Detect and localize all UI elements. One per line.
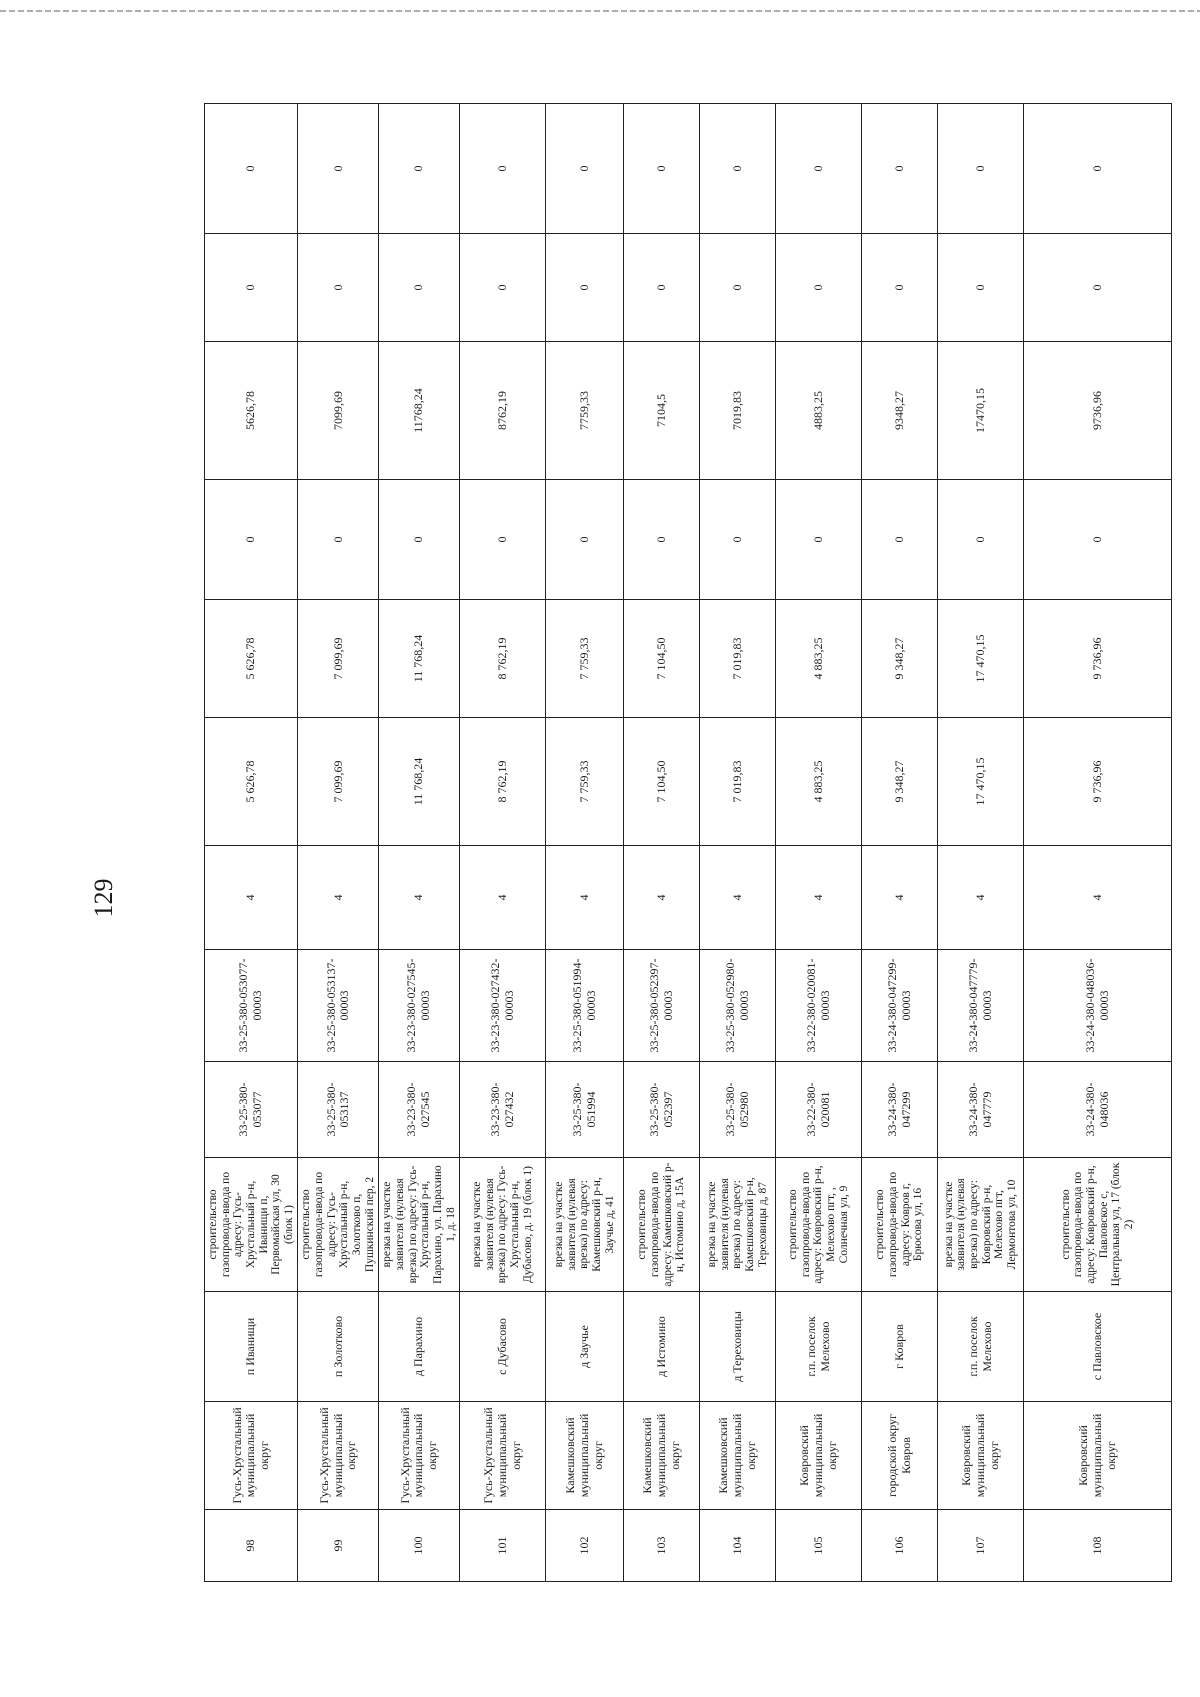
cost-total: 7 759,33 — [546, 718, 624, 846]
cost-planned: 11 768,24 — [379, 600, 460, 718]
cost-planned: 17 470,15 — [938, 600, 1024, 718]
work-description: врезка на участке заявителя (нулевая врезка) по адресу: Камешковский р-н, Заучье д, 41 — [546, 1158, 624, 1292]
cost-amount: 7099,69 — [298, 342, 379, 480]
row-number: 106 — [862, 1510, 938, 1582]
cost-zero-a: 0 — [298, 480, 379, 600]
row-number: 99 — [298, 1510, 379, 1582]
cost-amount: 7104,5 — [624, 342, 700, 480]
cost-zero-a: 0 — [379, 480, 460, 600]
row-number: 101 — [460, 1510, 546, 1582]
rotated-table-frame — [204, 104, 1168, 1582]
cost-zero-a: 0 — [624, 480, 700, 600]
category: 4 — [776, 846, 862, 950]
settlement: г Ковров — [862, 1292, 938, 1402]
cost-planned: 9 736,96 — [1024, 600, 1172, 718]
cost-amount: 7019,83 — [700, 342, 776, 480]
cost-zero-b: 0 — [938, 234, 1024, 342]
cadastral-number: 33-25-380-053137 — [298, 1062, 379, 1158]
cost-zero-b: 0 — [460, 234, 546, 342]
cost-zero-c: 0 — [379, 104, 460, 234]
category: 4 — [1024, 846, 1172, 950]
municipal-district: Камешковский муниципальный округ — [700, 1402, 776, 1510]
municipal-district: Камешковский муниципальный округ — [624, 1402, 700, 1510]
settlement: с Павловское — [1024, 1292, 1172, 1402]
table-row — [862, 104, 938, 1582]
table-row — [938, 104, 1024, 1582]
cadastral-number: 33-23-380-027432 — [460, 1062, 546, 1158]
cost-zero-a: 0 — [205, 480, 298, 600]
cost-planned: 4 883,25 — [776, 600, 862, 718]
cost-total: 7 104,50 — [624, 718, 700, 846]
work-description: врезка на участке заявителя (нулевая врезка) по адресу: Гусь-Хрустальный р-н, Парахино, ул. Парахино 1, д. 18 — [379, 1158, 460, 1292]
application-id: 33-24-380-047299-00003 — [862, 950, 938, 1062]
cost-planned: 7 759,33 — [546, 600, 624, 718]
work-description: строительство газопровода-ввода по адресу: Камешковский р-н, Истомино д, 15А — [624, 1158, 700, 1292]
settlement: п Иванищи — [205, 1292, 298, 1402]
table-row — [1024, 104, 1172, 1582]
settlement: д Тереховицы — [700, 1292, 776, 1402]
table-region — [204, 104, 1168, 1582]
gas-connection-table — [204, 103, 1172, 1582]
cost-amount: 7759,33 — [546, 342, 624, 480]
cost-zero-a: 0 — [776, 480, 862, 600]
table-row — [379, 104, 460, 1582]
cost-planned: 7 099,69 — [298, 600, 379, 718]
cost-total: 9 736,96 — [1024, 718, 1172, 846]
cost-planned: 7 104,50 — [624, 600, 700, 718]
cost-zero-b: 0 — [1024, 234, 1172, 342]
row-number: 100 — [379, 1510, 460, 1582]
cost-zero-a: 0 — [938, 480, 1024, 600]
cost-total: 9 348,27 — [862, 718, 938, 846]
row-number: 108 — [1024, 1510, 1172, 1582]
page-number: 129 — [89, 878, 118, 918]
cost-planned: 9 348,27 — [862, 600, 938, 718]
cost-zero-c: 0 — [776, 104, 862, 234]
cost-total: 7 019,83 — [700, 718, 776, 846]
work-description: врезка на участке заявителя (нулевая врезка) по адресу: Гусь-Хрустальный р-н, Дубасово, д. 19 (блок 1) — [460, 1158, 546, 1292]
cost-zero-a: 0 — [700, 480, 776, 600]
category: 4 — [205, 846, 298, 950]
settlement: д Истомино — [624, 1292, 700, 1402]
cost-amount: 4883,25 — [776, 342, 862, 480]
cost-zero-c: 0 — [1024, 104, 1172, 234]
work-description: врезка на участке заявителя (нулевая врезка) по адресу: Камешковский р-н, Тереховицы д, 87 — [700, 1158, 776, 1292]
cost-total: 17 470,15 — [938, 718, 1024, 846]
application-id: 33-23-380-027545-00003 — [379, 950, 460, 1062]
table-row — [205, 104, 298, 1582]
table-row — [776, 104, 862, 1582]
table-row — [624, 104, 700, 1582]
application-id: 33-24-380-047779-00003 — [938, 950, 1024, 1062]
cadastral-number: 33-22-380-020081 — [776, 1062, 862, 1158]
municipal-district: Ковровский муниципальный округ — [1024, 1402, 1172, 1510]
cost-total: 11 768,24 — [379, 718, 460, 846]
application-id: 33-25-380-052980-00003 — [700, 950, 776, 1062]
category: 4 — [862, 846, 938, 950]
settlement: г.п. поселок Мелехово — [776, 1292, 862, 1402]
cost-zero-c: 0 — [624, 104, 700, 234]
cadastral-number: 33-25-380-052980 — [700, 1062, 776, 1158]
cost-total: 4 883,25 — [776, 718, 862, 846]
row-number: 104 — [700, 1510, 776, 1582]
cost-total: 7 099,69 — [298, 718, 379, 846]
cost-amount: 17470,15 — [938, 342, 1024, 480]
cadastral-number: 33-24-380-047299 — [862, 1062, 938, 1158]
cost-amount: 8762,19 — [460, 342, 546, 480]
category: 4 — [298, 846, 379, 950]
cadastral-number: 33-25-380-052397 — [624, 1062, 700, 1158]
category: 4 — [624, 846, 700, 950]
cost-planned: 8 762,19 — [460, 600, 546, 718]
table-row — [460, 104, 546, 1582]
application-id: 33-25-380-052397-00003 — [624, 950, 700, 1062]
settlement: д Парахино — [379, 1292, 460, 1402]
cost-amount: 9736,96 — [1024, 342, 1172, 480]
work-description: строительство газопровода-ввода по адресу: Ковровский р-н, Мелехово пгт, , Солнечная ул, 9 — [776, 1158, 862, 1292]
application-id: 33-24-380-048036-00003 — [1024, 950, 1172, 1062]
cadastral-number: 33-25-380-053077 — [205, 1062, 298, 1158]
row-number: 98 — [205, 1510, 298, 1582]
municipal-district: Гусь-Хрустальный муниципальный округ — [460, 1402, 546, 1510]
row-number: 103 — [624, 1510, 700, 1582]
municipal-district: Гусь-Хрустальный муниципальный округ — [205, 1402, 298, 1510]
category: 4 — [379, 846, 460, 950]
work-description: строительство газопровода-ввода по адресу: Гусь-Хрустальный р-н, Золотково п, Пушкинский пер, 2 — [298, 1158, 379, 1292]
application-id: 33-25-380-053137-00003 — [298, 950, 379, 1062]
cost-zero-a: 0 — [546, 480, 624, 600]
cost-zero-a: 0 — [460, 480, 546, 600]
settlement: г.п. поселок Мелехово — [938, 1292, 1024, 1402]
settlement: д Заучье — [546, 1292, 624, 1402]
cost-zero-b: 0 — [700, 234, 776, 342]
municipal-district: городской округ Ковров — [862, 1402, 938, 1510]
table-row — [546, 104, 624, 1582]
work-description: врезка на участке заявителя (нулевая врезка) по адресу: Ковровский р-н, Мелехово пгт, Лермонтова ул, 10 — [938, 1158, 1024, 1292]
cost-zero-c: 0 — [460, 104, 546, 234]
application-id: 33-22-380-020081-00003 — [776, 950, 862, 1062]
cadastral-number: 33-23-380-027545 — [379, 1062, 460, 1158]
cadastral-number: 33-24-380-048036 — [1024, 1062, 1172, 1158]
municipal-district: Ковровский муниципальный округ — [938, 1402, 1024, 1510]
cost-zero-b: 0 — [546, 234, 624, 342]
cost-zero-b: 0 — [862, 234, 938, 342]
settlement: п Золотково — [298, 1292, 379, 1402]
category: 4 — [700, 846, 776, 950]
cost-amount: 5626,78 — [205, 342, 298, 480]
category: 4 — [546, 846, 624, 950]
municipal-district: Камешковский муниципальный округ — [546, 1402, 624, 1510]
work-description: строительство газопровода-ввода по адресу: Ковров г, Брюсова ул, 16 — [862, 1158, 938, 1292]
cost-amount: 11768,24 — [379, 342, 460, 480]
work-description: строительство газопровода-ввода по адресу: Гусь-Хрустальный р-н, Иванищи п, Первомайская ул, 30 (блок 1) — [205, 1158, 298, 1292]
cadastral-number: 33-25-380-051994 — [546, 1062, 624, 1158]
cost-zero-c: 0 — [298, 104, 379, 234]
cost-total: 5 626,78 — [205, 718, 298, 846]
cost-zero-c: 0 — [546, 104, 624, 234]
cost-zero-a: 0 — [1024, 480, 1172, 600]
settlement: с Дубасово — [460, 1292, 546, 1402]
cost-amount: 9348,27 — [862, 342, 938, 480]
application-id: 33-25-380-051994-00003 — [546, 950, 624, 1062]
category: 4 — [938, 846, 1024, 950]
cost-zero-b: 0 — [776, 234, 862, 342]
cost-total: 8 762,19 — [460, 718, 546, 846]
cost-zero-a: 0 — [862, 480, 938, 600]
cost-zero-c: 0 — [700, 104, 776, 234]
row-number: 102 — [546, 1510, 624, 1582]
application-id: 33-23-380-027432-00003 — [460, 950, 546, 1062]
municipal-district: Гусь-Хрустальный муниципальный округ — [379, 1402, 460, 1510]
cost-zero-c: 0 — [205, 104, 298, 234]
table-row — [298, 104, 379, 1582]
cost-zero-b: 0 — [298, 234, 379, 342]
cost-zero-c: 0 — [938, 104, 1024, 234]
cost-zero-b: 0 — [205, 234, 298, 342]
work-description: строительство газопровода-ввода по адресу: Ковровский р-н, Павловское с, Центральная ул, 17 (блок 2) — [1024, 1158, 1172, 1292]
cost-planned: 5 626,78 — [205, 600, 298, 718]
table-row — [700, 104, 776, 1582]
cost-zero-b: 0 — [624, 234, 700, 342]
municipal-district: Гусь-Хрустальный муниципальный округ — [298, 1402, 379, 1510]
category: 4 — [460, 846, 546, 950]
row-number: 105 — [776, 1510, 862, 1582]
cost-planned: 7 019,83 — [700, 600, 776, 718]
row-number: 107 — [938, 1510, 1024, 1582]
application-id: 33-25-380-053077-00003 — [205, 950, 298, 1062]
municipal-district: Ковровский муниципальный округ — [776, 1402, 862, 1510]
cost-zero-c: 0 — [862, 104, 938, 234]
cost-zero-b: 0 — [379, 234, 460, 342]
scan-edge-line — [0, 10, 1200, 12]
cadastral-number: 33-24-380-047779 — [938, 1062, 1024, 1158]
